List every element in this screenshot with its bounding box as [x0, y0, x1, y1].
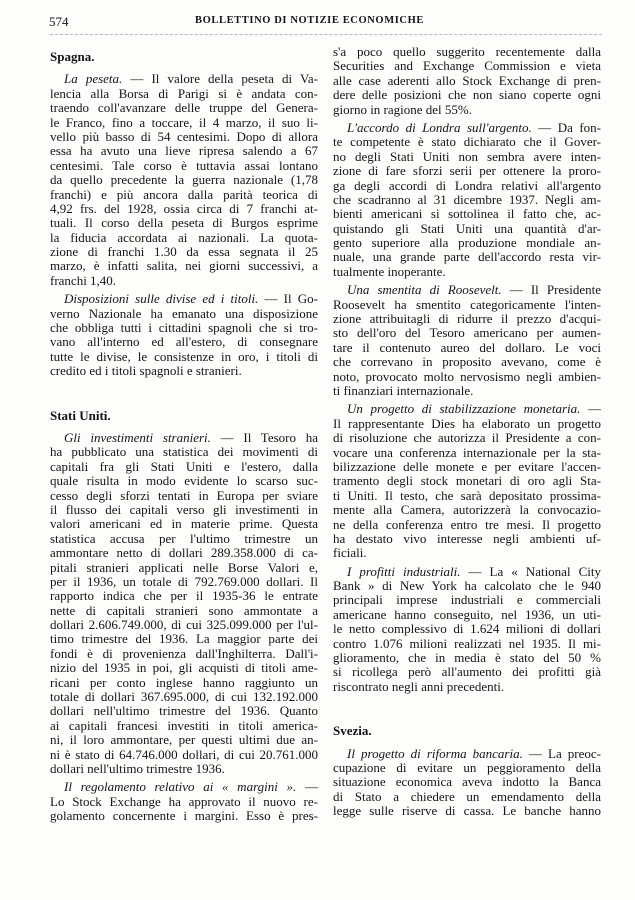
text-line: tuali. Il corso della peseta di Burgos esprime: [50, 215, 318, 231]
text-line: mente alla Camera, autorizzerà la convocazio-: [333, 502, 601, 518]
text-line: ga degli accordi di Londra relativi all'argento: [333, 177, 601, 193]
text-line: da quello precedente la guerra nazionale (1,78: [50, 172, 318, 188]
paragraph: [333, 747, 601, 819]
text-line: cupazione di evitare un peggioramento della: [333, 759, 601, 775]
text-line: ai capitali francesi investiti in titoli america-: [50, 717, 318, 733]
text-line: glioramento, che in media è stato del 50 %: [333, 650, 601, 666]
text-line: te competente è stato dichiarato che il Gover-: [333, 134, 601, 150]
text-line: Il rappresentante Dies ha elaborato un progetto: [333, 415, 601, 431]
text-line: verno Nazionale ha emanato una disposizione: [50, 305, 318, 321]
text-line: [333, 565, 601, 579]
paragraph: [333, 565, 601, 695]
text-line: che obbliga tutti i cittadini spagnoli che si tro-: [50, 320, 318, 336]
text-line: [50, 431, 318, 445]
text-line: vello più basso di 54 centesimi. Dopo di allora: [50, 128, 318, 144]
text-line: principali imprese industriali e commerciali: [333, 592, 601, 608]
text-line: per il 1936, un totale di 792.769.000 dollari. Il: [50, 573, 318, 589]
text-line: il flusso dei capitali verso gli investimenti in: [50, 501, 318, 517]
text-line: [333, 283, 601, 297]
paragraph: [50, 72, 318, 288]
text-line: quale risulta in modo evidente lo scarso suc-: [50, 473, 318, 489]
paragraph: [50, 431, 318, 776]
paragraph-text: — Il Presidente: [501, 282, 601, 298]
text-line: ni, il loro ammontare, per questi ultimi due an-: [50, 732, 318, 748]
text-line: dere delle posizioni che non siano coperte ogni: [333, 87, 601, 103]
text-line: ficiali.: [333, 545, 367, 561]
paragraph-text: —: [580, 401, 602, 417]
text-line: legge sulle riserve di cassa. Le banche hanno: [333, 803, 601, 819]
text-line: timo trimestre del 1936. La maggior parte dei: [50, 631, 318, 647]
text-line: vano all'interno ed all'estero, di consegnare: [50, 334, 318, 350]
paragraph-text: —: [296, 779, 319, 795]
text-line: si ricollega però all'aumento dei profitti già: [333, 664, 601, 680]
text-line: gento superiore alla produzione mondiale an-: [333, 235, 601, 251]
paragraph-lead-title: Il regolamento relativo ai « margini ».: [64, 779, 297, 795]
text-line: ne della conferenza entro tre mesi. Il progetto: [333, 516, 601, 532]
paragraph-lead-title: Una smentita di Roosevelt.: [347, 282, 502, 298]
text-line: Securities and Exchange Commission e vieta: [333, 58, 601, 74]
text-line: [50, 292, 318, 306]
text-line: ni è stato di 64.746.000 dollari, di cui 20.761.000: [50, 746, 318, 762]
text-line: che scadranno al 31 dicembre 1937. Negli am-: [333, 191, 601, 207]
paragraph-lead-title: La peseta.: [64, 71, 123, 87]
text-line: traendo coll'avanzare delle truppe del Genera-: [50, 100, 318, 116]
text-line: s'a poco quello suggerito recentemente dalla: [333, 44, 601, 59]
text-line: no degli Stati Uniti non sembra avere inten-: [333, 148, 601, 164]
paragraph-text: — La preoc-: [522, 745, 601, 761]
text-line: dollari 2.606.749.000, di cui 325.099.000 per l'ul-: [50, 617, 318, 633]
running-header-title: BOLLETTINO DI NOTIZIE ECONOMICHE: [195, 15, 424, 26]
text-line: tutte le divise, le consistenze in oro, i titoli di: [50, 348, 318, 364]
paragraph-lead-title: Gli investimenti stranieri.: [64, 430, 211, 446]
text-line: capitali fra gli Stati Uniti e l'estero, dalla: [50, 458, 318, 474]
text-line: nuale, una grande parte dell'accordo resta vir-: [333, 249, 601, 265]
text-line: di Stato a chiedere un emendamento della: [333, 788, 601, 804]
text-line: centesimi. Tale corso è tuttavia assai lontano: [50, 157, 318, 173]
paragraph-lead-title: I profitti industriali.: [347, 563, 461, 579]
text-line: ha destato vivo interesse negli ambienti uf-: [333, 530, 601, 546]
paragraph-lead-title: Disposizioni sulle divise ed i titoli.: [64, 291, 259, 307]
text-line: marzo, è infatti salita, nei giorni successivi, a: [50, 258, 318, 274]
text-line: rapporto indica che per il 1935-36 le entrate: [50, 588, 318, 604]
text-line: cesso degli sforzi tentati in Europa per sviare: [50, 487, 318, 503]
text-line: le netto complessivo di 1.624 milioni di dollari: [333, 621, 601, 637]
text-line: golamento concernente i margini. Esso è pres-: [50, 808, 318, 824]
text-line: vocare una conferenza internazionale per la sta-: [333, 444, 601, 460]
text-line: la fiducia accordata ai nazionali. La quota-: [50, 229, 318, 245]
text-line: tualmente inoperante.: [333, 263, 446, 279]
paragraph: [333, 45, 601, 117]
text-line: franchi 1,40.: [50, 272, 117, 288]
right-column: [333, 45, 601, 819]
text-line: pitali stranieri applicati nelle Borse Valori e,: [50, 559, 318, 575]
text-line: statistica accusa per l'ultimo trimestre un: [50, 530, 318, 546]
text-line: zione di fare sforzi serii per ottenere la proro-: [333, 163, 601, 179]
text-line: zione attribuitagli di ridurre il prezzo d'acqui-: [333, 311, 601, 327]
paragraph-text: — Il Tesoro ha: [210, 430, 318, 446]
text-line: [333, 747, 601, 761]
paragraph-text: — Il valore della peseta di Va-: [122, 71, 318, 87]
text-line: nette di capitali stranieri sono ammontate a: [50, 602, 318, 618]
text-line: americane hanno conseguito, nel 1936, un uti-: [333, 606, 601, 622]
text-line: 4,92 frs. del 1928, ossia circa di 7 franchi at-: [50, 200, 318, 216]
text-line: valori americani ed in materie prime. Questa: [50, 516, 318, 532]
text-line: franchi) e più ancora dalla parità teorica di: [50, 186, 318, 202]
header-rule: [50, 34, 602, 35]
text-line: Bank » di New York ha calcolato che le 940: [333, 578, 601, 594]
left-column: [50, 50, 318, 824]
text-line: lencia alla Borsa di Parigi si è andata con-: [50, 85, 318, 101]
text-line: ti Uniti. Il testo, che sarà depositato prossima-: [333, 487, 601, 503]
text-line: [50, 780, 318, 794]
text-line: ha pubblicato una statistica dei movimenti di: [50, 444, 318, 460]
text-line: quistando gli Stati Uniti una quantità d'ar-: [333, 220, 601, 236]
paragraph: [50, 292, 318, 378]
text-line: riscontrato negli anni precedenti.: [333, 678, 505, 694]
text-line: [333, 402, 601, 416]
paragraph-lead-title: Il progetto di riforma bancaria.: [347, 745, 523, 761]
text-line: credito ed i titoli spagnoli e stranieri.: [50, 363, 242, 379]
text-line: di risoluzione che autorizza il Presidente a con-: [333, 430, 601, 446]
text-line: tramento degli stock monetari di oro agli Sta-: [333, 473, 601, 489]
paragraph: [333, 283, 601, 398]
text-line: sto dell'oro del Tesoro americano per aumen-: [333, 325, 601, 341]
paragraph-lead-title: Un progetto di stabilizzazione monetaria.: [347, 401, 581, 417]
text-line: giorno in ragione del 55%.: [333, 101, 472, 117]
text-line: totale di dollari 367.695.000, di cui 132.192.000: [50, 689, 318, 705]
text-line: nizio del 1935 in poi, gli acquisti di titoli ame-: [50, 660, 318, 676]
page-number: 574: [49, 14, 69, 29]
section-heading: Svezia.: [333, 723, 372, 739]
section-heading: Stati Uniti.: [50, 407, 111, 423]
paragraph-lead-title: L'accordo di Londra sull'argento.: [347, 119, 532, 135]
text-line: [50, 72, 318, 86]
paragraph: [50, 780, 318, 823]
text-line: ammontare netto di dollari 289.358.000 di ca-: [50, 545, 318, 561]
text-line: ti finanziari internazionale.: [333, 382, 474, 398]
paragraph-text: — Il Go-: [258, 291, 318, 307]
text-line: bilizzazione delle monete e per evitare l'accen-: [333, 458, 601, 474]
text-line: contro 1.076 milioni realizzati nel 1935. Il mi-: [333, 635, 601, 651]
text-line: zione di franchi 1.30 da essa segnata il 25: [50, 244, 318, 260]
text-line: dollari nell'ultimo trimestre del 1936. Quanto: [50, 703, 318, 719]
text-line: situazione economica aveva indotto la Banca: [333, 774, 601, 790]
section-heading: Spagna.: [50, 49, 95, 64]
text-line: ricani per conto inglese hanno raggiunto un: [50, 674, 318, 690]
text-line: dollari nell'ultimo trimestre 1936.: [50, 761, 225, 776]
paragraph-text: — La « National City: [460, 563, 601, 579]
paragraph-text: — Da fon-: [531, 119, 601, 135]
text-line: Roosevelt ha smentito categoricamente l'inten-: [333, 296, 601, 312]
text-line: Lo Stock Exchange ha approvato il nuovo re-: [50, 793, 318, 809]
text-line: essa ha avuto una lieve ripresa salendo a 67: [50, 143, 318, 159]
text-line: fondi è di provenienza dall'Inghilterra. Dall'i-: [50, 645, 318, 661]
text-line: le Franco, fino a toccare, il 4 marzo, il suo li-: [50, 114, 318, 130]
paragraph: [333, 121, 601, 279]
text-line: noto, provocato molto nervosismo negli ambien-: [333, 368, 601, 384]
text-line: bienti americani si sottolinea il fatto che, ac-: [333, 206, 601, 222]
text-line: tare il contenuto aureo del dollaro. Le voci: [333, 339, 601, 355]
text-line: [333, 121, 601, 135]
text-line: che correvano in proposito avevano, come è: [333, 354, 601, 370]
text-line: alle case aderenti allo Stock Exchange di pren-: [333, 72, 601, 88]
paragraph: [333, 402, 601, 560]
